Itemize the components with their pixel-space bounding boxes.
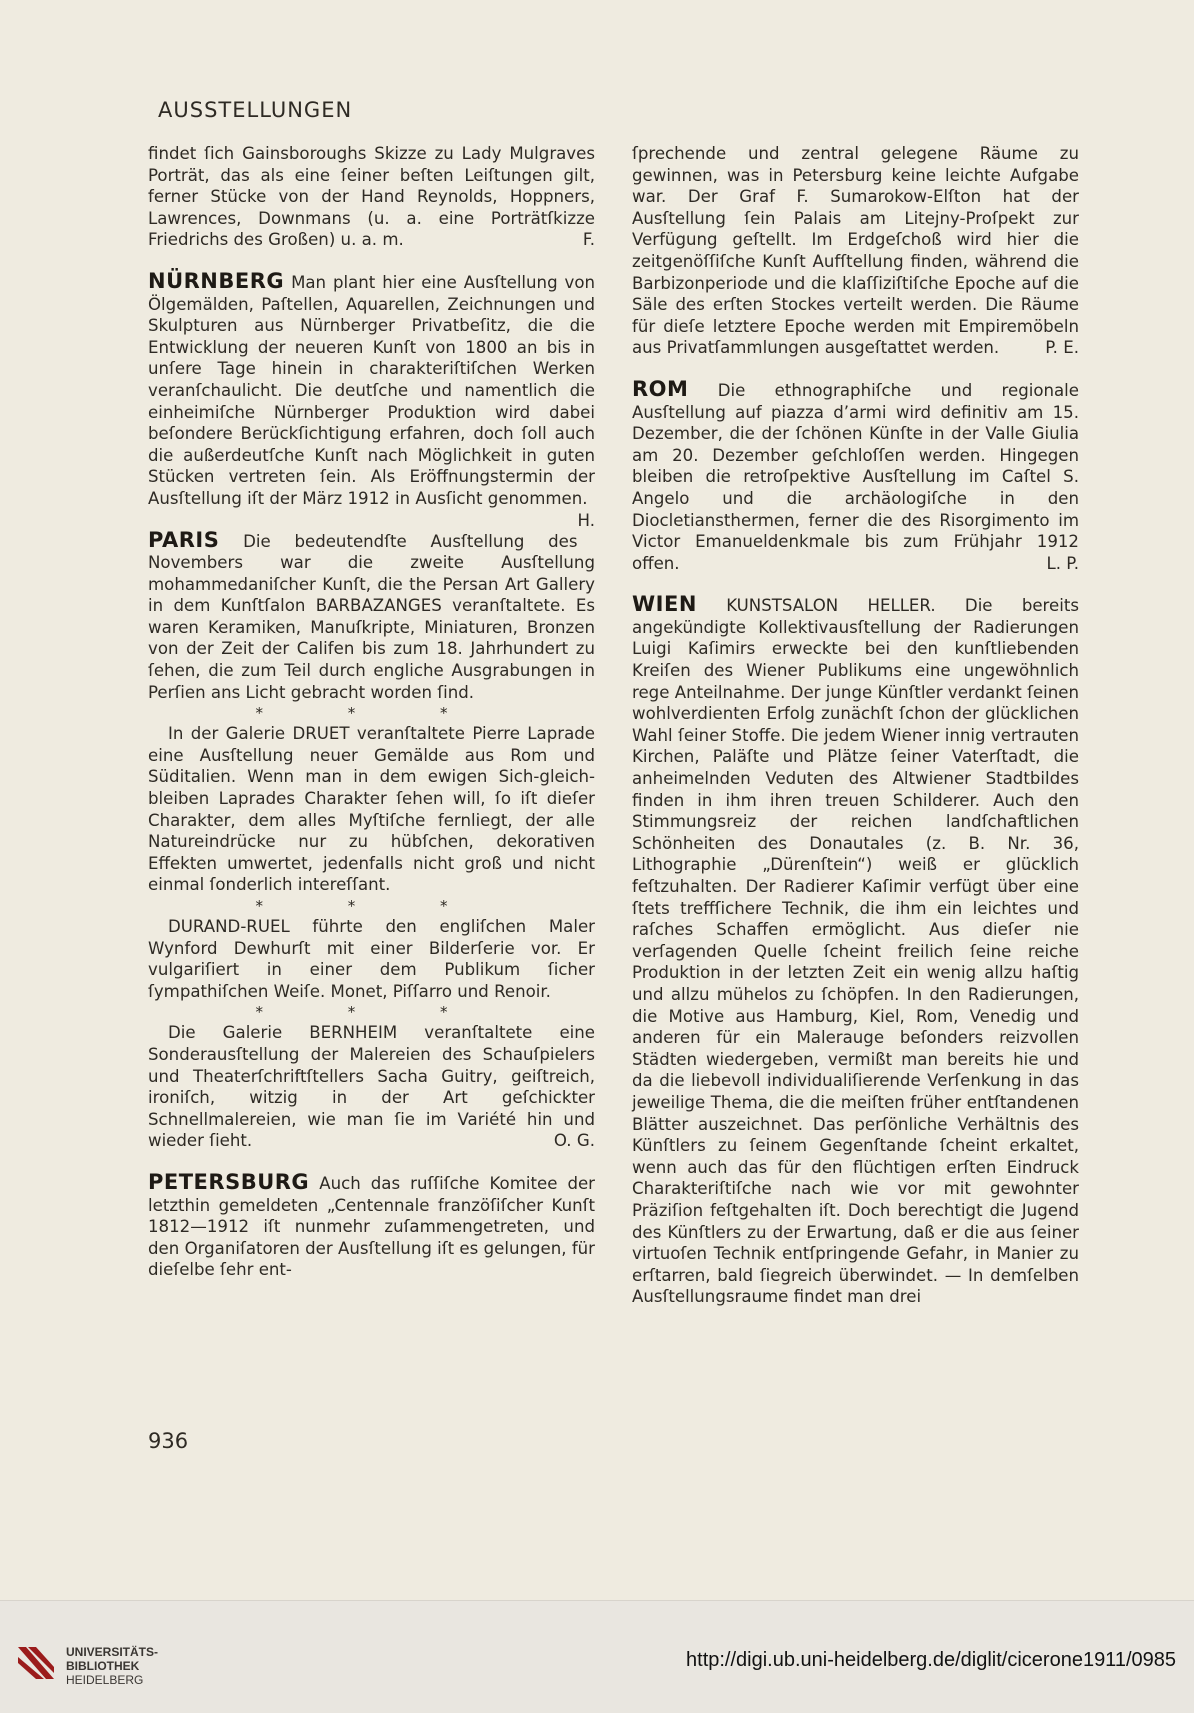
- asterism: * * *: [255, 1003, 488, 1022]
- paragraph-durand-ruel: DURAND-RUEL führte den engliſchen Maler Wynford Dewhurſt mit einer Bilderſerie vor. Er vulgariſiert in einer dem Publikum ſicher ſympathiſchen Weiſe. Monet, Piſſarro und Renoir.: [148, 917, 595, 1001]
- left-column: [148, 143, 595, 1281]
- asterism: * * *: [255, 704, 488, 723]
- section-nuernberg: NÜRNBERG Man plant hier eine Ausſtellung von Ölgemälden, Paſtellen, Aquarellen, Zeichnungen und Skulpturen aus Nürnberger Privatbeſitz, die die Entwicklung der neueren Kunſt von 1800 an bis in unſere Tage hinein in charakteriſtiſchen Werken veranſchaulicht. Die deutſche und namentlich die einheimiſche Nürnberger Produktion wird dabei beſondere Berückſichtigung erfahren, doch ſoll auch die außerdeutſche Kunſt nach Möglichkeit in guten Stücken vertreten ſein. Als Eröffnungstermin der Ausſtellung iſt der März 1912 in Ausſicht genommen. H.: [148, 268, 596, 530]
- page-number: 936: [148, 1429, 189, 1453]
- permalink[interactable]: http://digi.ub.uni-heidelberg.de/diglit/cicerone1911/0985: [686, 1649, 1176, 1671]
- library-name: UNIVERSITÄTS- BIBLIOTHEK HEIDELBERG: [66, 1645, 159, 1687]
- paragraph-petersburg-continued: ſprechende und zentral gelegene Räume zu gewinnen, was in Petersburg keine leichte Aufgabe war. Der Graf F. Sumarokow-Elſton hat der Ausſtellung ſein Palais am Litejny-Proſpekt zur Verfügung geſtellt. Im Erdgeſchoß wird hier die zeitgenöſſiſche Kunſt Aufſtellung finden, während die Barbizonperiode und die klaſſiziſtiſche Epoche auf die Säle des erſten Stockes verteilt werden. Die Räume für dieſe letztere Epoche werden mit Empiremöbeln aus Privatſammlungen ausgeſtattet werden. P. E.: [632, 144, 1079, 358]
- section-paris: PARIS Die bedeutendſte Ausſtellung des Novembers war die zweite Ausſtellung mohammedaniſcher Kunſt, die the Persan Art Gallery in dem Kunſtſalon BARBAZANGES veranſtaltete. Es waren Keramiken, Manuſkripte, Miniaturen, Bronzen von der Zeit der Califen bis zum 18. Jahrhundert zu ſehen, die zum Teil durch engliche Ausgrabungen in Perſien ans Licht gebracht worden ſind.: [148, 527, 595, 702]
- section-heading: ROM: [632, 376, 689, 401]
- signature: P. E.: [1045, 338, 1079, 358]
- signature: H.: [577, 510, 595, 530]
- paragraph-gainsborough: findet ſich Gainsboroughs Skizze zu Lady Mulgraves Porträt, das als eine ſeiner beſten Leiſtungen gilt, ferner Stücke von der Hand Reynolds, Hoppners, Lawrences, Downmans (u. a. eine Porträtſkizze Friedrichs des Großen) u. a. m. F.: [148, 144, 595, 250]
- section-petersburg: PETERSBURG Auch das ruſſiſche Komitee der letzthin gemeldeten „Centennale franzöſiſcher Kunſt 1812—1912 iſt nunmehr zuſammengetreten, und den Organiſatoren der Ausſtellung iſt es gelungen, für dieſelbe ſehr ent-: [148, 1169, 596, 1280]
- section-heading: WIEN: [632, 592, 697, 617]
- section-rom: ROM Die ethnographiſche und regionale Ausſtellung auf piazza d’armi wird definitiv am 15. Dezember, die der ſchönen Künſte in der Valle Giulia am 20. Dezember geſchloſſen werden. Hingegen bleiben die retroſpektive Ausſtellung im Caſtel S. Angelo und die archäologiſche in den Diocletiansthermen, ferner die des Risorgimento im Victor Emanueldenkmale bis zum Frühjahr 1912 offen. L. P.: [632, 376, 1079, 573]
- section-wien: WIEN KUNSTSALON HELLER. Die bereits angekündigte Kollektivausſtellung der Radierungen Luigi Kaſimirs erweckte bei den kunſtliebenden Kreiſen des Wiener Publikums eine ungewöhnlich rege Anteilnahme. Der junge Künſtler verdankt ſeinen wohlverdienten Erfolg zunächſt ſchon der glücklichen Wahl ſeiner Stoffe. Die jedem Wiener innig vertrauten Kirchen, Paläſte und Plätze ſeiner Vaterſtadt, die anheimelnden Veduten des Altwiener Stadtbildes finden in ihm ihren treuen Schilderer. Auch den Stimmungsreiz der reichen landſchaftlichen Schönheiten des Donautales (z. B. Nr. 36, Lithographie „Dürenſtein“) weiß er glücklich feſtzuhalten. Der Radierer Kaſimir verfügt über eine ſtets treffſichere Technik, die ihm ein leichtes und raſches Schaffen ermöglicht. Aus dieſer nie verſagenden Quelle ſcheint freilich ſeine reiche Produktion in der letzten Zeit ein wenig allzu haſtig und allzu mühelos zu ſchöpfen. In den Radierungen, die Motive aus Hamburg, Kiel, Rom, Venedig und anderen für ein Malerauge beſonders reizvollen Städten wiedergeben, vermißt man bereits hie und da die liebevoll individualiſierende Verſenkung in das jeweilige Thema, die die meiſten früher entſtandenen Blätter auszeichnet. Das perſönliche Verhältnis des Künſtlers zu ſeinem Gegenſtande ſcheint erkaltet, wenn auch das für den flüchtigen erſten Eindruck Charakteriſtiſche nach wie vor mit gewohnter Präziſion feſtgehalten iſt. Doch berechtigt die Jugend des Künſtlers zu der Erwartung, daß er die aus ſeiner virtuoſen Technik entſpringende Gefahr, in Manier zu erſtarren, bald ſiegreich überwindet. — In demſelben Ausſtellungsraume findet man drei: [632, 592, 1079, 1307]
- paragraph-bernheim: Die Galerie BERNHEIM veranſtaltete eine Sonderausſtellung der Malereien des Schauſpielers und Theaterſchriftſtellers Sacha Guitry, geiſtreich, ironiſch, witzig in der Art geſchickter Schnellmalereien, wie man ſie im Variété hin und wieder ſieht. O. G.: [148, 1023, 595, 1151]
- section-heading: PETERSBURG: [148, 1169, 310, 1194]
- section-heading: PARIS: [148, 527, 220, 552]
- section-heading: NÜRNBERG: [148, 268, 285, 293]
- signature: O. G.: [553, 1131, 595, 1151]
- library-footer: [0, 1600, 1194, 1713]
- signature: L. P.: [1046, 553, 1079, 573]
- signature: F.: [582, 230, 595, 250]
- asterism: * * *: [255, 897, 488, 915]
- right-column: [632, 143, 1079, 1308]
- paragraph-druet: In der Galerie DRUET veranſtaltete Pierre Laprade eine Ausſtellung neuer Gemälde aus Rom und Süditalien. Wenn man in dem ewigen Sich-gleich-bleiben Laprades Charakter ſehen will, ſo iſt dieſer Charakter, dem alles Myſtiſche fernliegt, der alle Natureindrücke nur zu hübſchen, dekorativen Effekten umwertet, jedenfalls nicht groß und nicht einmal ſonderlich intereſſant.: [148, 724, 595, 895]
- library-seal-icon: [14, 1643, 58, 1687]
- running-header: AUSSTELLUNGEN: [158, 98, 353, 122]
